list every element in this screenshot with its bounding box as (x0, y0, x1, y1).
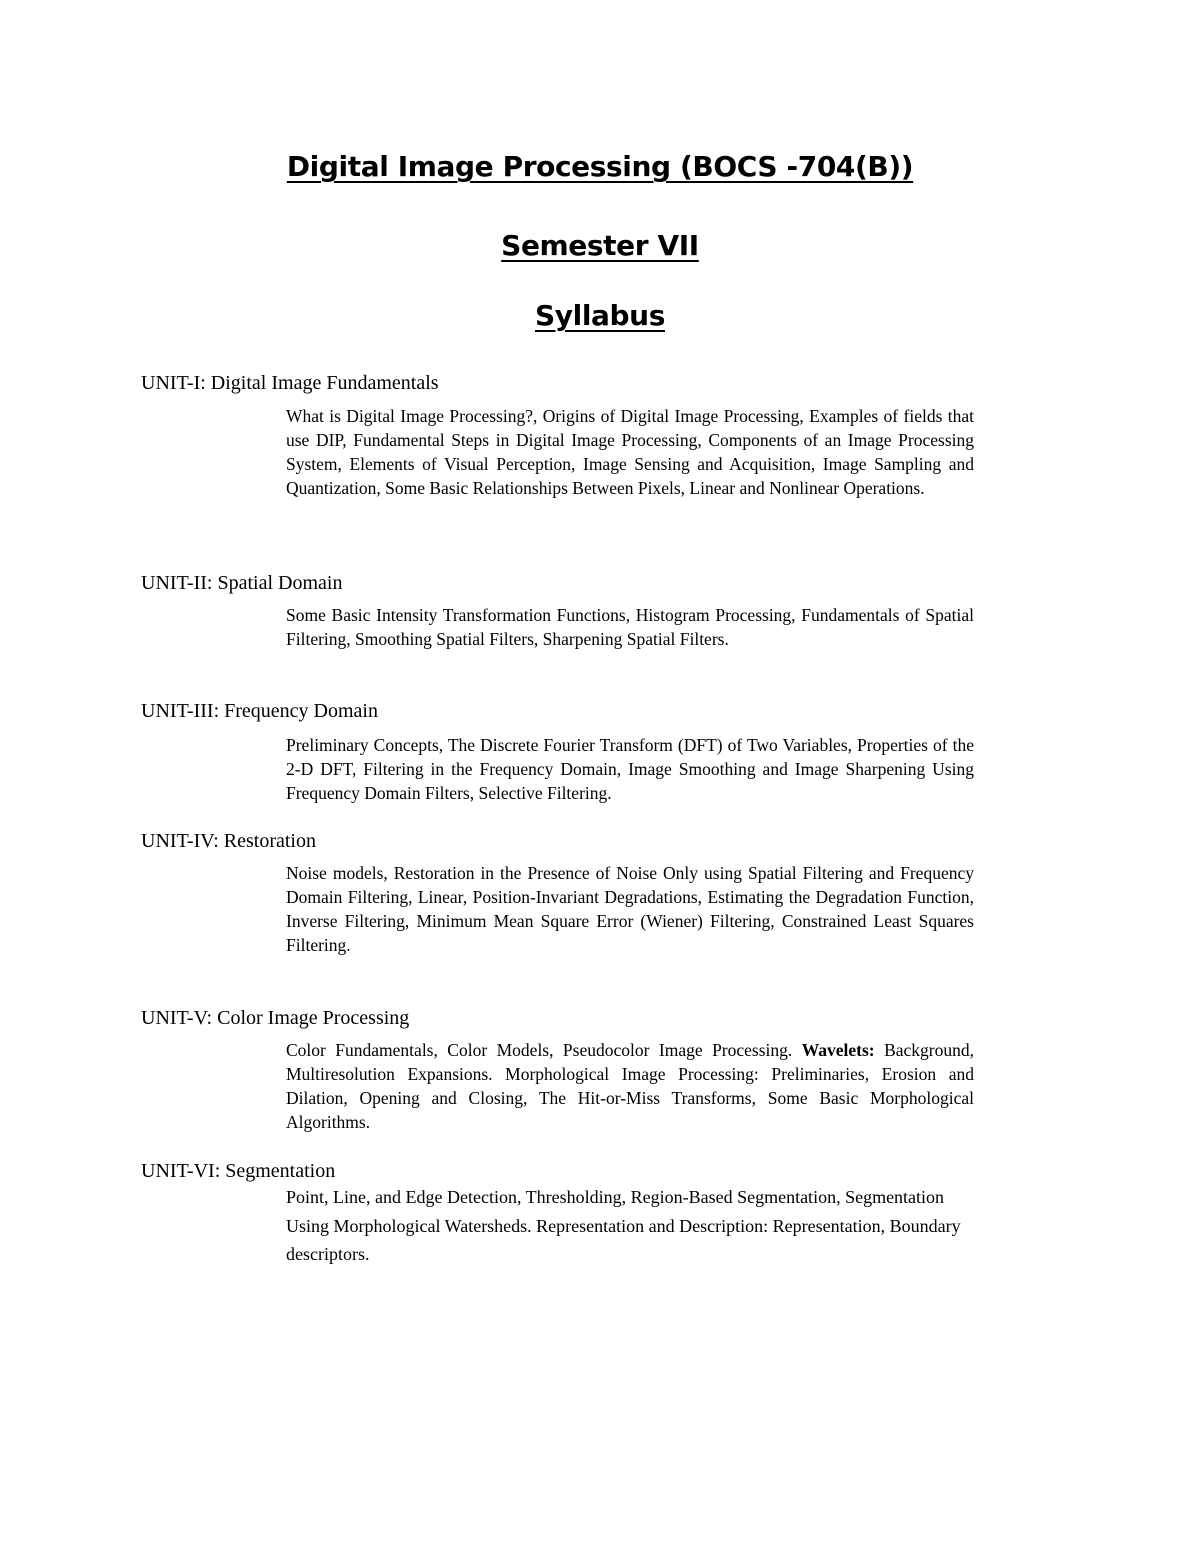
unit-6-heading: UNIT-VI: Segmentation (141, 1160, 336, 1182)
document-title: Digital Image Processing (BOCS -704(B)) (286, 150, 914, 183)
unit-6-topics: Point, Line, and Edge Detection, Thresholding, Region-Based Segmentation, Segmentation Using Morphological Watersheds. Representation and Description: Representation, Boundary descriptors. (286, 1187, 961, 1264)
semester-heading: Semester VII (501, 229, 699, 262)
unit-3-topics: Preliminary Concepts, The Discrete Fourier Transform (DFT) of Two Variables, Properties of the 2-D DFT, Filtering in the Frequency Domain, Image Smoothing and Image Sharpening Using Frequency Domain Filters, Selective Filtering. (286, 735, 974, 803)
unit-3-heading: UNIT-III: Frequency Domain (141, 700, 378, 722)
unit-5-topics-part-1: Color Fundamentals, Color Models, Pseudocolor Image Processing. (286, 1040, 802, 1060)
unit-4-heading: UNIT-IV: Restoration (141, 830, 316, 852)
syllabus-heading: Syllabus (535, 299, 665, 332)
unit-1-heading: UNIT-I: Digital Image Fundamentals (141, 372, 439, 394)
unit-1-topics: What is Digital Image Processing?, Origins of Digital Image Processing, Examples of fields that use DIP, Fundamental Steps in Digital Image Processing, Components of an Image Processing System, Elements of Visual Perception, Image Sensing and Acquisition, Image Sampling and Quantization, Some Basic Relationships Between Pixels, Linear and Nonlinear Operations. (286, 406, 974, 498)
unit-2-topics: Some Basic Intensity Transformation Functions, Histogram Processing, Fundamentals of Spatial Filtering, Smoothing Spatial Filters, Sharpening Spatial Filters. (286, 605, 974, 649)
unit-4-topics: Noise models, Restoration in the Presence of Noise Only using Spatial Filtering and Frequency Domain Filtering, Linear, Position-Invariant Degradations, Estimating the Degradation Function, Inverse Filtering, Minimum Mean Square Error (Wiener) Filtering, Constrained Least Squares Filtering. (286, 863, 974, 955)
wavelets-label: Wavelets: (801, 1040, 875, 1060)
unit-5-topics (286, 1038, 974, 1134)
unit-5-heading: UNIT-V: Color Image Processing (141, 1007, 410, 1029)
unit-2-heading: UNIT-II: Spatial Domain (141, 572, 343, 594)
unit-5-topics-part-2: Background, Multiresolution Expansions. Morphological Image Processing: Preliminaries, Erosion and Dilation, Opening and Closing, The Hit-or-Miss Transforms, Some Basic Morphological Algorithms. (286, 1040, 974, 1132)
